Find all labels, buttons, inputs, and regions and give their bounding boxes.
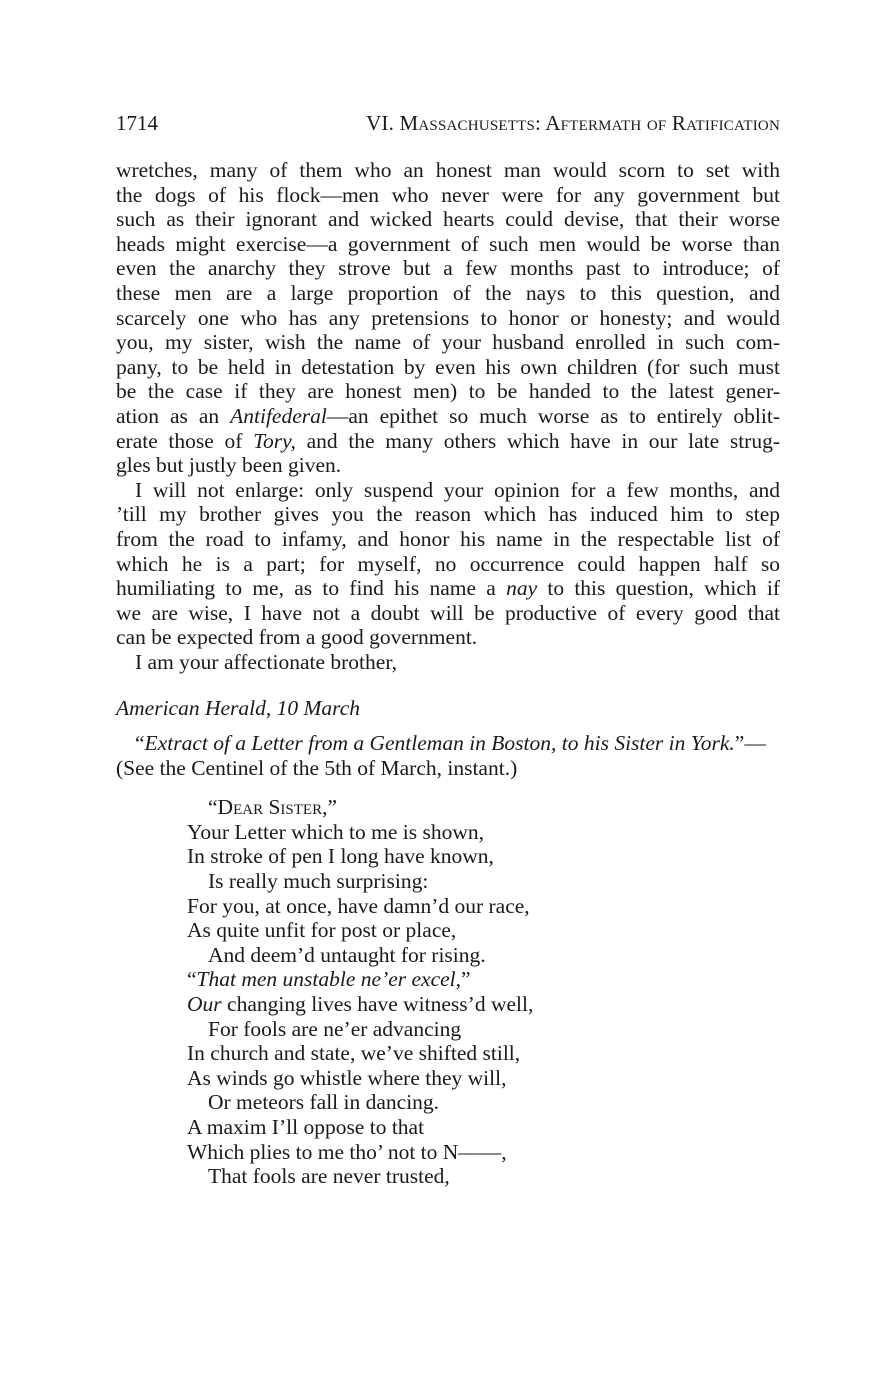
text-line: such as their ignorant and wicked hearts could devise, that their worse	[116, 207, 780, 232]
poem-line: Which plies to me tho’ not to N——,	[187, 1139, 507, 1164]
poem-line: In stroke of pen I long have known,	[187, 844, 494, 869]
poem-line: For you, at once, have damn’d our race,	[187, 893, 530, 918]
poem-line: Or meteors fall in dancing.	[208, 1090, 440, 1115]
text-line: wretches, many of them who an honest man would scorn to set with	[116, 158, 780, 182]
close-quote: ”	[461, 967, 471, 992]
text-run: changing lives have witness’d well,	[221, 992, 534, 1016]
poem-line: That fools are never trusted,	[208, 1164, 450, 1189]
text-line: I will not enlarge: only suspend your opinion for a few months, and	[135, 477, 780, 502]
italic-term-nay: nay	[506, 576, 538, 601]
poem-line: As quite unfit for post or place,	[187, 918, 457, 943]
open-quote: “	[135, 731, 145, 756]
poem-line: And deem’d untaught for rising.	[208, 942, 486, 967]
text-line	[116, 429, 780, 454]
close-quote-dash: ”—	[734, 731, 766, 756]
poem-salutation: “Dear Sister,”	[208, 795, 337, 820]
italic-word-our: Our	[187, 992, 222, 1016]
body-text	[116, 158, 780, 1189]
extract-source-line: (See the Centinel of the 5th of March, instant.)	[116, 755, 518, 780]
text-line: pany, to be held in detestation by even his own children (for such must	[116, 354, 780, 379]
extract-title: Extract of a Letter from a Gentleman in Boston, to his Sister in York.	[144, 731, 735, 756]
text-line: from the road to infamy, and honor his name in the respectable list of	[116, 526, 780, 551]
extract-heading	[116, 731, 780, 780]
quoted-maxim: That men unstable ne’er excel,	[196, 967, 462, 992]
text-run: ation as an	[116, 403, 231, 428]
extract-title-line	[116, 731, 780, 756]
poem-line	[187, 992, 780, 1017]
poem-line: Is really much surprising:	[208, 869, 429, 894]
poem-line: A maxim I’ll oppose to that	[187, 1114, 425, 1139]
text-run: and the many others which have in our late strug-	[295, 428, 780, 453]
poem	[116, 795, 780, 1189]
text-run: erate those of	[116, 428, 254, 453]
paragraph-2	[116, 478, 780, 650]
poem-line: Your Letter which to me is shown,	[187, 819, 485, 844]
text-line: you, my sister, wish the name of your husband enrolled in such com-	[116, 330, 780, 355]
poem-line: For fools are ne’er advancing	[208, 1016, 462, 1041]
closing-line: I am your affectionate brother,	[135, 649, 397, 674]
text-run: —an epithet so much worse as to entirely oblit-	[326, 403, 780, 428]
text-line	[116, 576, 780, 601]
dateline: American Herald, 10 March	[116, 696, 361, 721]
text-line	[116, 404, 780, 429]
section-title: VI. Massachusetts: Aftermath of Ratification	[366, 111, 780, 135]
text-line: these men are a large proportion of the nays to this question, and	[116, 280, 780, 305]
text-run: to this question, which if	[537, 576, 780, 601]
paragraph-1	[116, 158, 780, 478]
text-run: humiliating to me, as to find his name a	[116, 576, 507, 601]
text-line: scarcely one who has any pretensions to honor or honesty; and would	[116, 305, 780, 330]
italic-term-antifederal: Antifederal	[230, 403, 327, 428]
poem-line: In church and state, we’ve shifted still,	[187, 1041, 521, 1066]
poem-line	[187, 967, 780, 992]
running-head	[116, 108, 780, 138]
italic-term-tory: Tory,	[253, 428, 296, 453]
text-line: which he is a part; for myself, no occurrence could happen half so	[116, 551, 780, 576]
text-line: we are wise, I have not a doubt will be productive of every good that	[116, 600, 780, 625]
text-line: the dogs of his flock—men who never were for any government but	[116, 182, 780, 207]
text-line: can be expected from a good government.	[116, 625, 478, 650]
open-quote: “	[187, 967, 197, 992]
text-line: ’till my brother gives you the reason which has induced him to step	[116, 502, 780, 527]
text-line: heads might exercise—a government of such men would be worse than	[116, 231, 780, 256]
poem-line: As winds go whistle where they will,	[187, 1065, 507, 1090]
text-line: be the case if they are honest men) to be handed to the latest gener-	[116, 379, 780, 404]
text-line: gles but justly been given.	[116, 453, 342, 478]
page-number: 1714	[116, 111, 158, 135]
text-line: even the anarchy they strove but a few months past to introduce; of	[116, 256, 780, 281]
